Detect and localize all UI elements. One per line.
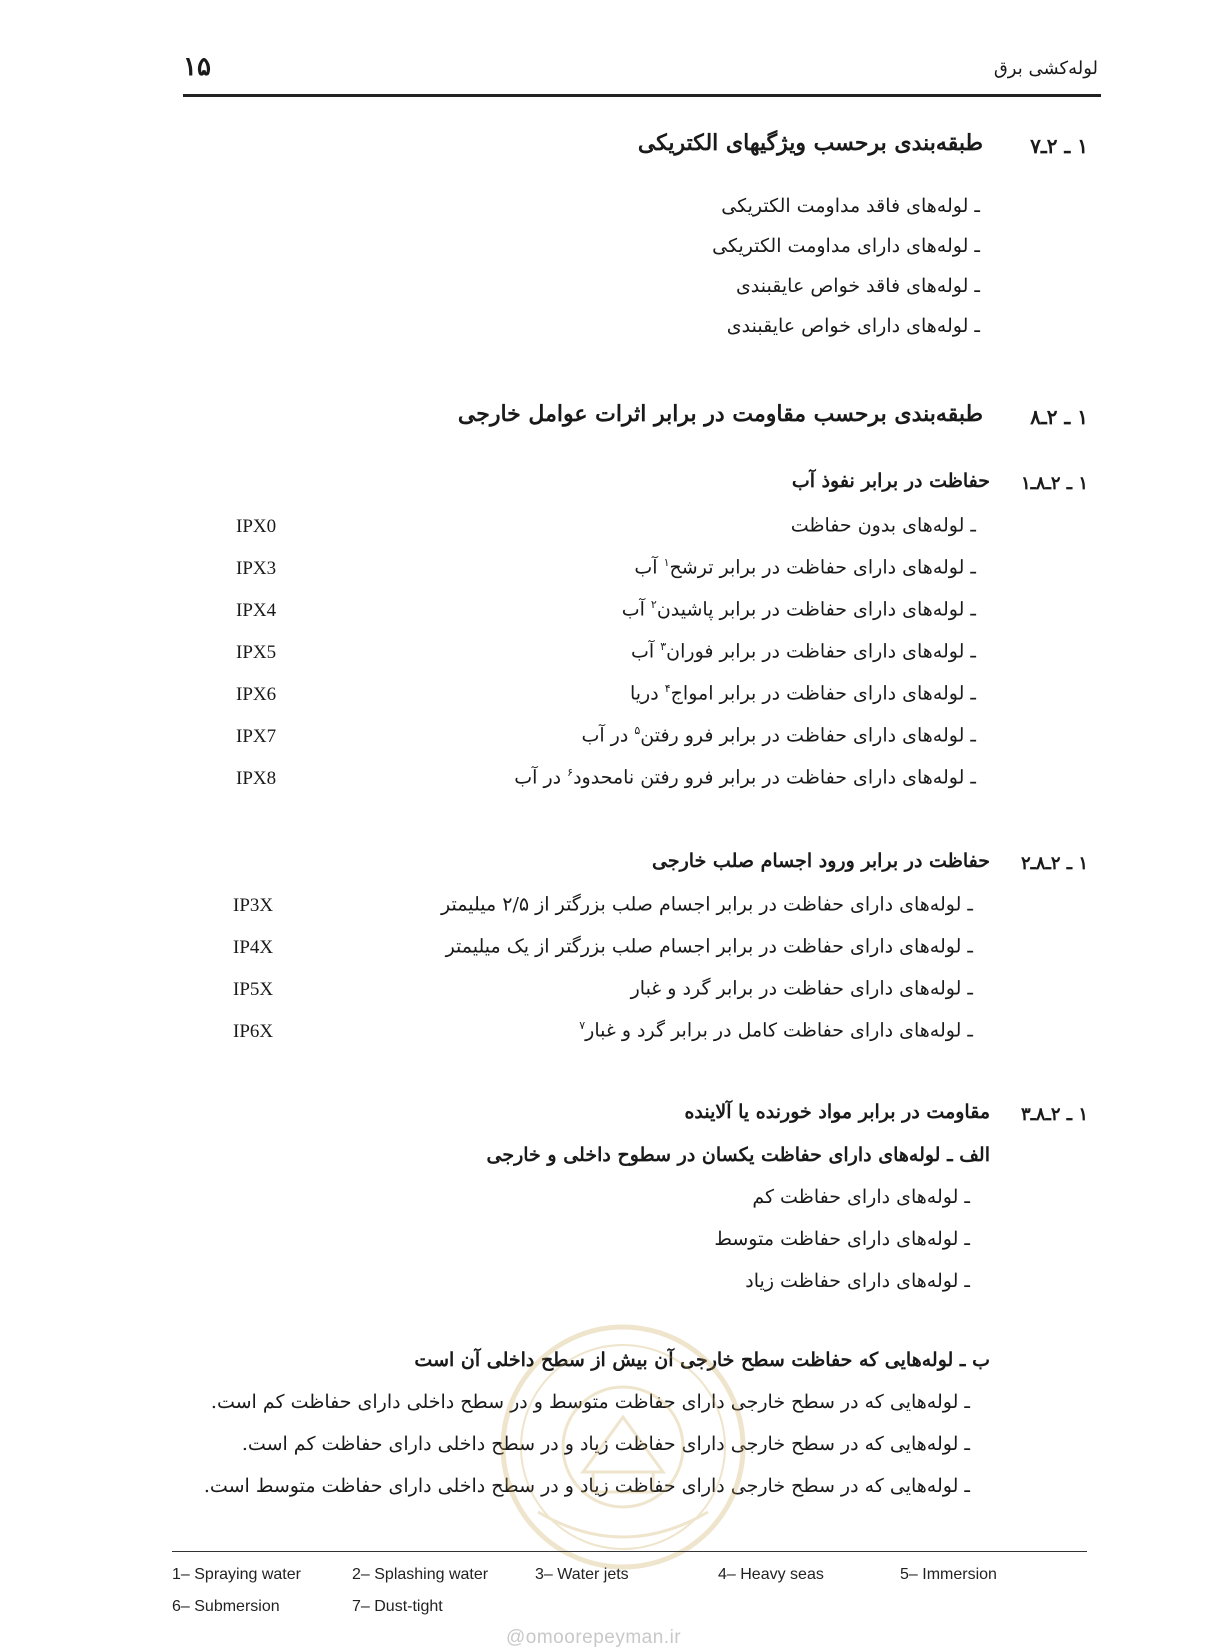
section-title: طبقه‌بندی برحسب ویژگیهای الکتریکی [637,130,983,156]
section-title: طبقه‌بندی برحسب مقاومت در برابر اثرات عوامل خارجی [457,401,983,427]
subsection-title: مقاومت در برابر مواد خورنده یا آلاینده [684,1101,990,1123]
list-item: ـ لوله‌های دارای مداومت الکتریکی [712,235,980,257]
ip-code: IP4X [233,937,274,958]
list-item: ـ لوله‌های دارای حفاظت کم [752,1186,970,1208]
list-item: ـ لوله‌های دارای حفاظت در برابر فوران$^۳$ آب [631,640,976,663]
list-item: ـ لوله‌های دارای خواص عایقبندی [726,315,980,337]
list-item: ـ لوله‌های دارای حفاظت در برابر گرد و غبار [630,977,973,1000]
list-item: ـ لوله‌های دارای حفاظت در برابر پاشیدن$^۲$ آب [621,598,976,621]
list-item: ـ لوله‌های فاقد مداومت الکتریکی [721,195,980,217]
ip-code: IPX8 [236,768,277,789]
subsection-number: ۱ ـ ۲ـ۸ـ۳ [1020,1104,1088,1125]
group-b-title: ب ـ لوله‌هایی که حفاظت سطح خارجی آن بیش از سطح داخلی آن است [414,1349,990,1371]
subsection-title: حفاظت در برابر نفوذ آب [791,470,990,492]
ip-code: IPX5 [236,642,277,663]
ip-code: IP3X [233,895,274,916]
watermark-url: @omoorepeyman.ir [506,1627,682,1648]
subsection-title: حفاظت در برابر ورود اجسام صلب خارجی [652,850,990,872]
footnote: 3– Water jets [535,1566,629,1583]
subsection-number: ۱ ـ ۲ـ۸ـ۱ [1020,473,1088,494]
list-item: ـ لوله‌های دارای حفاظت زیاد [745,1270,970,1292]
footnote: 2– Splashing water [352,1566,489,1583]
seal-watermark-icon [498,1322,748,1572]
ip-code: IPX6 [236,684,277,705]
running-title: لوله‌کشی برق [993,58,1098,79]
list-item: ـ لوله‌های بدون حفاظت [790,514,976,537]
list-item: ـ لوله‌هایی که در سطح خارجی دارای حفاظت زیاد و در سطح داخلی دارای حفاظت متوسط است. [203,1475,970,1497]
footnote: 1– Spraying water [172,1566,301,1583]
footnote: 5– Immersion [900,1566,997,1583]
footnote: 4– Heavy seas [718,1566,824,1583]
footnote-rule [172,1551,1087,1552]
section-number: ۱ ـ ۲ـ۸ [1030,405,1088,429]
header-rule [183,94,1101,97]
list-item: ـ لوله‌های دارای حفاظت در برابر فرو رفتن نامحدود$^۶$ در آب [514,766,976,789]
list-item: ـ لوله‌های دارای حفاظت متوسط [714,1228,970,1250]
list-item: ـ لوله‌های دارای حفاظت در برابر امواج$^۴$ دریا [629,682,976,705]
list-item: ـ لوله‌های فاقد خواص عایقبندی [735,275,980,297]
list-item: ـ لوله‌های دارای حفاظت در برابر ترشح$^۱$ آب [634,556,976,579]
ip-code: IPX0 [236,516,277,537]
footnote: 7– Dust-tight [352,1598,443,1615]
group-a-title: الف ـ لوله‌های دارای حفاظت یکسان در سطوح داخلی و خارجی [486,1144,990,1166]
list-item: ـ لوله‌های دارای حفاظت در برابر فرو رفتن$^۵$ در آب [581,724,976,747]
page-number: ۱۵ [183,52,211,82]
list-item: ـ لوله‌هایی که در سطح خارجی دارای حفاظت متوسط و در سطح داخلی دارای حفاظت کم است. [210,1391,970,1413]
list-item: ـ لوله‌هایی که در سطح خارجی دارای حفاظت زیاد و در سطح داخلی دارای حفاظت کم است. [241,1433,970,1455]
ip-code: IP5X [233,979,274,1000]
ip-code: IPX7 [236,726,277,747]
list-item: ـ لوله‌های دارای حفاظت در برابر اجسام صلب بزرگتر از ۲/۵ میلیمتر [441,893,973,916]
ip-code: IPX4 [236,600,277,621]
footnote: 6– Submersion [172,1598,280,1615]
list-item: ـ لوله‌های دارای حفاظت کامل در برابر گرد و غبار$^۷$ [579,1019,973,1042]
section-number: ۱ ـ ۲ـ۷ [1030,134,1088,158]
subsection-number: ۱ ـ ۲ـ۸ـ۲ [1020,853,1088,874]
list-item: ـ لوله‌های دارای حفاظت در برابر اجسام صلب بزرگتر از یک میلیمتر [445,935,973,958]
ip-code: IPX3 [236,558,277,579]
ip-code: IP6X [233,1021,274,1042]
